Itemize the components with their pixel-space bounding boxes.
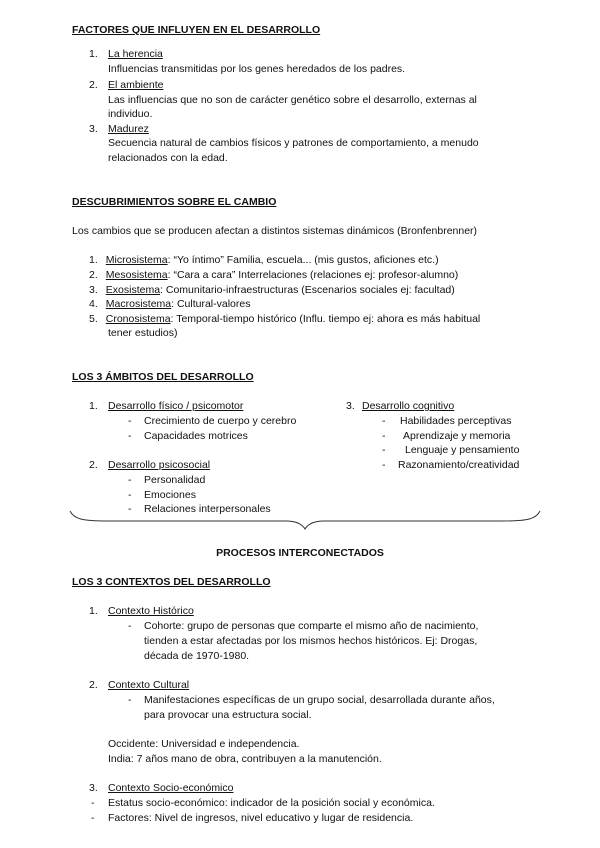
dash-bullet: - (91, 797, 95, 809)
list-item-label: Desarrollo cognitivo (362, 400, 455, 412)
dash-bullet: - (128, 474, 132, 486)
sub-item: Emociones (144, 489, 196, 501)
sub-item: Capacidades motrices (144, 430, 248, 442)
dash-bullet: - (382, 415, 386, 427)
dash-bullet: - (382, 459, 386, 471)
list-number: 1. (89, 605, 98, 617)
list-item-label: Desarrollo psicosocial (108, 459, 211, 471)
list-number: 2. (89, 459, 98, 471)
section-title-descubrimientos: DESCUBRIMIENTOS SOBRE EL CAMBIO (72, 196, 277, 208)
list-item-text: relacionados con la edad. (108, 152, 228, 164)
list-item-text: Influencias transmitidas por los genes heredados de los padres. (108, 63, 406, 75)
dash-bullet: - (128, 415, 132, 427)
example-text: India: 7 años mano de obra, contribuyen a la manutención. (108, 753, 382, 765)
procesos-interconectados-label: PROCESOS INTERCONECTADOS (216, 547, 384, 559)
list-number: 2. (89, 79, 98, 91)
sub-item: tienden a estar afectadas por los mismos hechos históricos. Ej: Drogas, (144, 635, 478, 647)
list-number: 3. (89, 782, 98, 794)
section-title-factores: FACTORES QUE INFLUYEN EN EL DESARROLLO (72, 24, 321, 36)
dash-bullet: - (128, 694, 132, 706)
curly-brace (68, 509, 542, 531)
list-item (89, 297, 251, 312)
list-item-label: La herencia (108, 48, 163, 60)
section-title-contextos: LOS 3 CONTEXTOS DEL DESARROLLO (72, 576, 271, 588)
list-item (89, 268, 458, 283)
bullet-item: Estatus socio-económico: indicador de la posición social y económica. (108, 797, 435, 809)
dash-bullet: - (382, 430, 386, 442)
sub-item: Manifestaciones específicas de un grupo social, desarrollada durante años, (144, 694, 495, 706)
list-item-text: : “Cara a cara” Interrelaciones (relaciones ej: profesor-alumno) (167, 269, 459, 281)
list-item-label: Microsistema (105, 254, 168, 266)
list-number: 4. (89, 298, 98, 310)
list-item-text: Secuencia natural de cambios físicos y patrones de comportamiento, a menudo (108, 137, 479, 149)
dash-bullet: - (128, 489, 132, 501)
list-item-text: : Temporal-tiempo histórico (Influ. tiempo ej: ahora es más habitual (170, 313, 481, 325)
list-item-label: Macrosistema (105, 298, 172, 310)
dash-bullet: - (128, 503, 132, 515)
dash-bullet: - (382, 444, 386, 456)
bullet-item: Factores: Nivel de ingresos, nivel educativo y lugar de residencia. (108, 812, 414, 824)
example-text: Occidente: Universidad e independencia. (108, 738, 300, 750)
list-item-label: Desarrollo físico / psicomotor (108, 400, 244, 412)
list-number: 3. (346, 400, 355, 412)
dash-bullet: - (128, 430, 132, 442)
list-item-label: Exosistema (105, 284, 161, 296)
list-number: 3. (89, 123, 98, 135)
list-item-label: Contexto Histórico (108, 605, 194, 617)
list-item-text: Las influencias que no son de carácter genético sobre el desarrollo, externas al (108, 94, 477, 106)
sub-item: Cohorte: grupo de personas que comparte el mismo año de nacimiento, (144, 620, 479, 632)
dash-bullet: - (128, 620, 132, 632)
list-item-text: tener estudios) (108, 327, 178, 339)
list-item-label: Madurez (108, 123, 149, 135)
list-item-text: : Cultural-valores (171, 298, 251, 310)
list-item-label: Cronosistema (105, 313, 171, 325)
list-number: 2. (89, 679, 98, 691)
section-intro: Los cambios que se producen afectan a distintos sistemas dinámicos (Bronfenbrenner) (72, 225, 478, 237)
list-number: 5. (89, 313, 98, 325)
list-number: 3. (89, 284, 98, 296)
list-number: 2. (89, 269, 98, 281)
sub-item: Lenguaje y pensamiento (405, 444, 520, 456)
sub-item: Aprendizaje y memoria (403, 430, 511, 442)
sub-item: Personalidad (144, 474, 206, 486)
sub-item: Habilidades perceptivas (400, 415, 512, 427)
list-item (89, 312, 480, 327)
list-item-text: : Comunitario-infraestructuras (Escenarios sociales ej: facultad) (160, 284, 455, 296)
sub-item: Relaciones interpersonales (144, 503, 271, 515)
sub-item: para provocar una estructura social. (144, 709, 312, 721)
list-item-label: Mesosistema (105, 269, 168, 281)
list-item-label: El ambiente (108, 79, 164, 91)
list-item-label: Contexto Socio-económico (108, 782, 234, 794)
list-item-text: individuo. (108, 108, 153, 120)
list-number: 1. (89, 254, 98, 266)
sub-item: Crecimiento de cuerpo y cerebro (144, 415, 297, 427)
list-item-label: Contexto Cultural (108, 679, 190, 691)
list-item-text: : “Yo íntimo” Familia, escuela... (mis gustos, aficiones etc.) (167, 254, 439, 266)
sub-item: Razonamiento/creatividad (398, 459, 520, 471)
list-number: 1. (89, 400, 98, 412)
list-item (89, 283, 455, 298)
list-item (89, 253, 439, 268)
sub-item: década de 1970-1980. (144, 650, 250, 662)
section-title-ambitos: LOS 3 ÁMBITOS DEL DESARROLLO (72, 371, 254, 383)
dash-bullet: - (91, 812, 95, 824)
list-number: 1. (89, 48, 98, 60)
